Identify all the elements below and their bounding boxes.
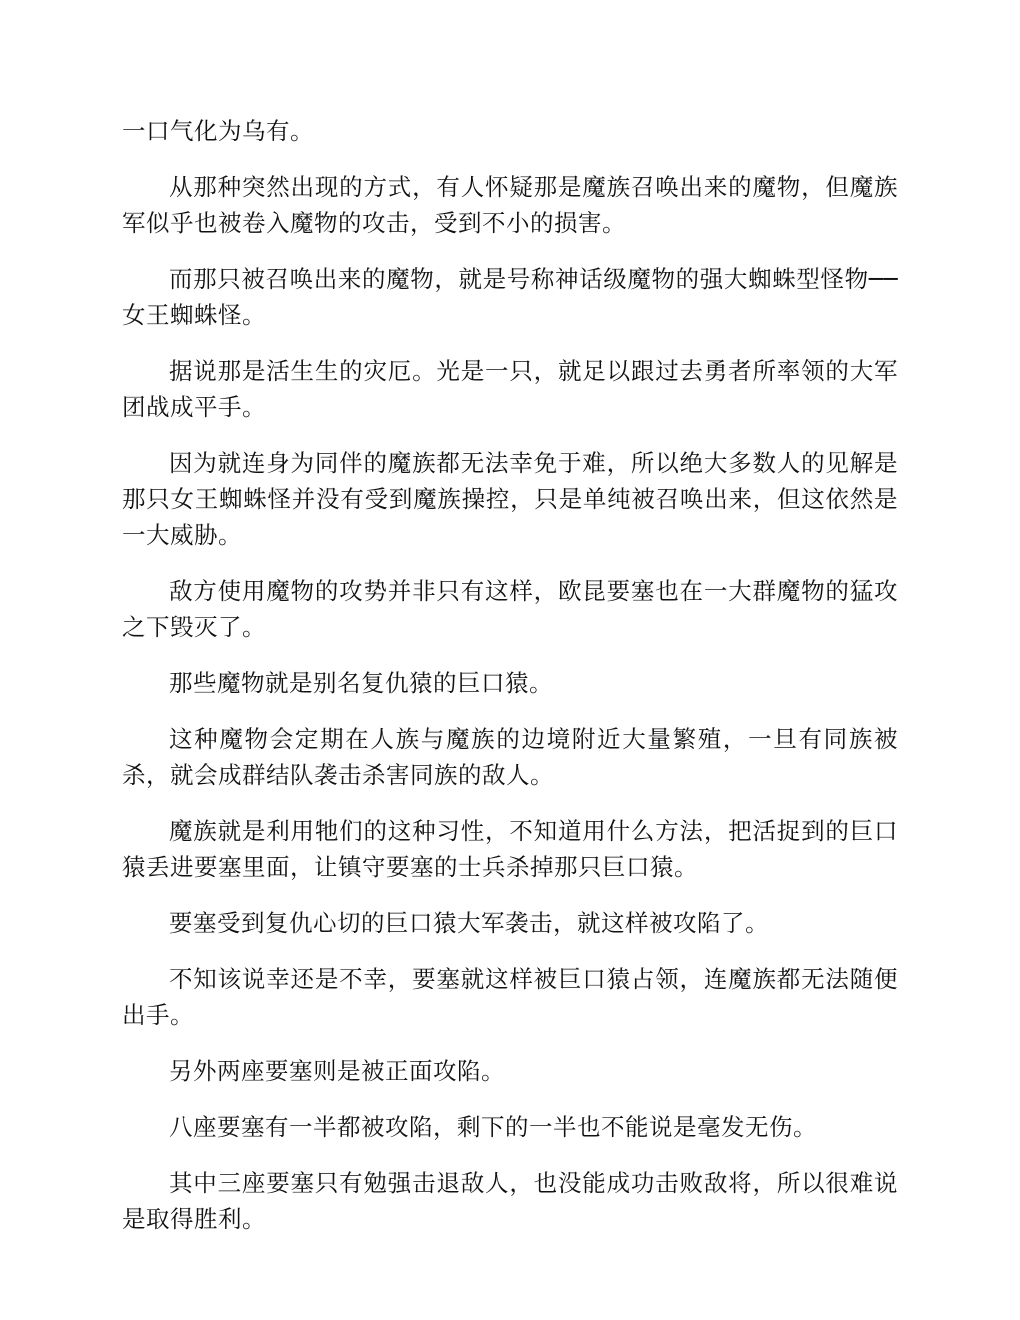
paragraph: 另外两座要塞则是被正面攻陷。	[169, 1057, 505, 1085]
paragraph: 一口气化为乌有。	[122, 117, 314, 145]
paragraph: 不知该说幸还是不幸，要塞就这样被巨口猿占领，连魔族都无法随便出手。	[122, 965, 898, 1029]
text-body	[122, 113, 898, 1257]
paragraph: 因为就连身为同伴的魔族都无法幸免于难，所以绝大多数人的见解是那只女王蜘蛛怪并没有受到魔族操控，只是单纯被召唤出来，但这依然是一大威胁。	[122, 449, 898, 549]
paragraph: 其中三座要塞只有勉强击退敌人，也没能成功击败敌将，所以很难说是取得胜利。	[122, 1169, 898, 1233]
paragraph: 敌方使用魔物的攻势并非只有这样，欧昆要塞也在一大群魔物的猛攻之下毁灭了。	[122, 577, 898, 641]
paragraph: 据说那是活生生的灾厄。光是一只，就足以跟过去勇者所率领的大军团战成平手。	[122, 357, 898, 421]
paragraph: 八座要塞有一半都被攻陷，剩下的一半也不能说是毫发无伤。	[169, 1113, 817, 1141]
paragraph: 要塞受到复仇心切的巨口猿大军袭击，就这样被攻陷了。	[169, 909, 769, 937]
paragraph: 从那种突然出现的方式，有人怀疑那是魔族召唤出来的魔物，但魔族军似乎也被卷入魔物的攻击，受到不小的损害。	[122, 173, 898, 237]
paragraph: 而那只被召唤出来的魔物，就是号称神话级魔物的强大蜘蛛型怪物──女王蜘蛛怪。	[122, 265, 898, 329]
paragraph: 那些魔物就是别名复仇猿的巨口猿。	[169, 669, 553, 697]
paragraph: 这种魔物会定期在人族与魔族的边境附近大量繁殖，一旦有同族被杀，就会成群结队袭击杀害同族的敌人。	[122, 725, 898, 789]
paragraph: 魔族就是利用牠们的这种习性，不知道用什么方法，把活捉到的巨口猿丢进要塞里面，让镇守要塞的士兵杀掉那只巨口猿。	[122, 817, 898, 881]
